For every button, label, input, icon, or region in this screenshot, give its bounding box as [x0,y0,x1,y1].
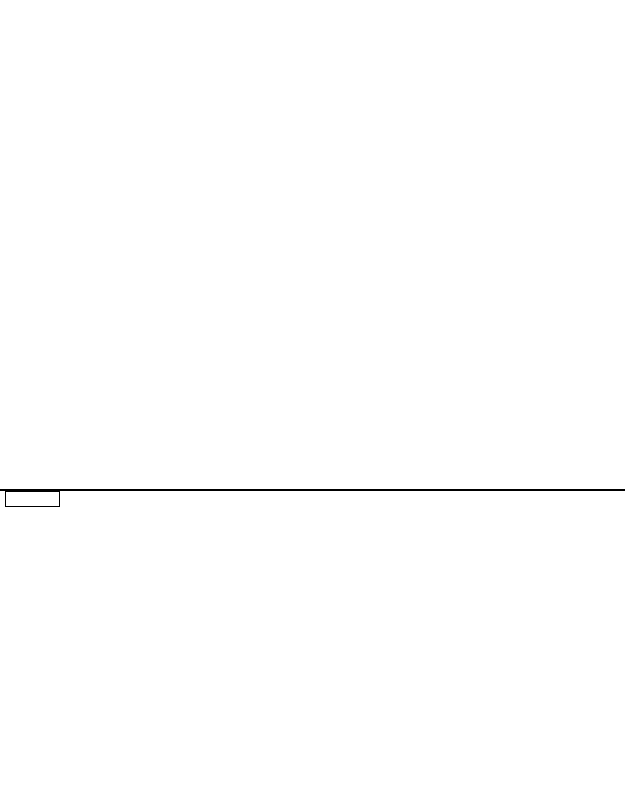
lot-label [5,491,60,507]
section-divider [0,489,625,491]
